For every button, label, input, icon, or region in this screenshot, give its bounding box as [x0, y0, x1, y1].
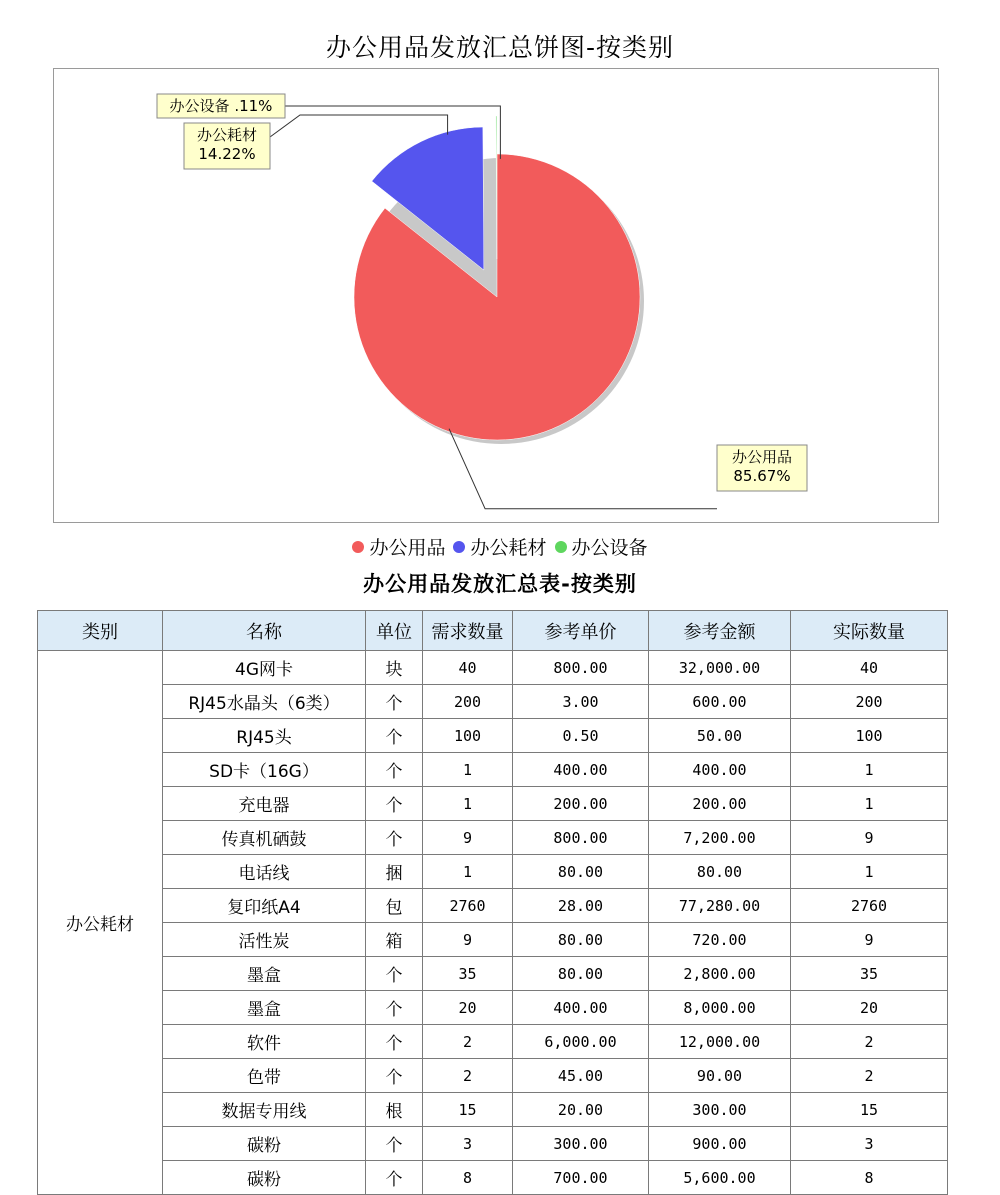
cell-unit-price: 28.00 — [513, 889, 649, 923]
pie-chart — [54, 69, 940, 524]
cell-actual-qty: 9 — [791, 821, 948, 855]
cell-actual-qty: 40 — [791, 651, 948, 685]
cell-unit-price: 300.00 — [513, 1127, 649, 1161]
cell-unit-price: 6,000.00 — [513, 1025, 649, 1059]
cell-unit-price: 800.00 — [513, 821, 649, 855]
cell-unit: 箱 — [366, 923, 423, 957]
cell-actual-qty: 2 — [791, 1059, 948, 1093]
table-row — [38, 1059, 948, 1093]
cell-unit-price: 80.00 — [513, 923, 649, 957]
header-category: 类别 — [38, 611, 163, 651]
cell-name: 4G网卡 — [163, 651, 366, 685]
cell-demand-qty: 2 — [423, 1059, 513, 1093]
header-unit-price: 参考单价 — [513, 611, 649, 651]
cell-name: RJ45水晶头（6类） — [163, 685, 366, 719]
table-row — [38, 719, 948, 753]
table-row — [38, 923, 948, 957]
callout-line — [270, 115, 448, 137]
table-row — [38, 753, 948, 787]
cell-unit: 个 — [366, 753, 423, 787]
cell-name: 数据专用线 — [163, 1093, 366, 1127]
summary-table — [37, 610, 948, 1195]
cell-name: 复印纸A4 — [163, 889, 366, 923]
table-row — [38, 1127, 948, 1161]
cell-amount: 32,000.00 — [649, 651, 791, 685]
cell-unit: 个 — [366, 1127, 423, 1161]
cell-actual-qty: 1 — [791, 855, 948, 889]
chart-title: 办公用品发放汇总饼图-按类别 — [325, 33, 675, 62]
cell-demand-qty: 15 — [423, 1093, 513, 1127]
cell-amount: 90.00 — [649, 1059, 791, 1093]
table-row — [38, 821, 948, 855]
cell-unit-price: 800.00 — [513, 651, 649, 685]
legend-item — [453, 533, 546, 560]
cell-demand-qty: 200 — [423, 685, 513, 719]
legend-label: 办公用品 — [369, 537, 446, 559]
data-label: 办公耗材 — [196, 126, 258, 144]
cell-demand-qty: 1 — [423, 855, 513, 889]
cell-name: 软件 — [163, 1025, 366, 1059]
cell-unit: 个 — [366, 1025, 423, 1059]
cell-actual-qty: 200 — [791, 685, 948, 719]
chart-legend — [0, 533, 1000, 560]
cell-actual-qty: 15 — [791, 1093, 948, 1127]
cell-actual-qty: 1 — [791, 787, 948, 821]
table-row — [38, 1093, 948, 1127]
cell-unit-price: 20.00 — [513, 1093, 649, 1127]
cell-amount: 2,800.00 — [649, 957, 791, 991]
cell-demand-qty: 3 — [423, 1127, 513, 1161]
cell-actual-qty: 8 — [791, 1161, 948, 1195]
table-title: 办公用品发放汇总表-按类别 — [363, 572, 637, 596]
legend-item — [352, 533, 445, 560]
cell-name: SD卡（16G） — [163, 753, 366, 787]
table-row — [38, 651, 948, 685]
cell-category: 办公耗材 — [38, 651, 163, 1195]
cell-demand-qty: 9 — [423, 923, 513, 957]
cell-unit: 捆 — [366, 855, 423, 889]
cell-amount: 400.00 — [649, 753, 791, 787]
cell-unit: 个 — [366, 1059, 423, 1093]
cell-amount: 7,200.00 — [649, 821, 791, 855]
legend-item — [555, 533, 648, 560]
table-row — [38, 1025, 948, 1059]
data-label: 14.22% — [198, 145, 256, 163]
table-row — [38, 685, 948, 719]
legend-label: 办公耗材 — [470, 537, 547, 559]
cell-demand-qty: 40 — [423, 651, 513, 685]
data-label: 办公设备 .11% — [169, 97, 273, 115]
cell-demand-qty: 1 — [423, 753, 513, 787]
cell-actual-qty: 100 — [791, 719, 948, 753]
cell-unit: 个 — [366, 685, 423, 719]
cell-unit: 个 — [366, 991, 423, 1025]
cell-demand-qty: 2760 — [423, 889, 513, 923]
cell-amount: 600.00 — [649, 685, 791, 719]
cell-amount: 900.00 — [649, 1127, 791, 1161]
table-row — [38, 889, 948, 923]
cell-demand-qty: 1 — [423, 787, 513, 821]
cell-unit-price: 3.00 — [513, 685, 649, 719]
cell-demand-qty: 9 — [423, 821, 513, 855]
cell-amount: 12,000.00 — [649, 1025, 791, 1059]
cell-name: 传真机硒鼓 — [163, 821, 366, 855]
cell-amount: 50.00 — [649, 719, 791, 753]
cell-amount: 720.00 — [649, 923, 791, 957]
cell-unit-price: 80.00 — [513, 957, 649, 991]
cell-amount: 77,280.00 — [649, 889, 791, 923]
table-row — [38, 1161, 948, 1195]
cell-unit: 个 — [366, 957, 423, 991]
cell-unit-price: 400.00 — [513, 991, 649, 1025]
header-amount: 参考金额 — [649, 611, 791, 651]
cell-name: 色带 — [163, 1059, 366, 1093]
cell-amount: 5,600.00 — [649, 1161, 791, 1195]
cell-amount: 80.00 — [649, 855, 791, 889]
legend-marker-icon — [555, 541, 567, 553]
cell-unit: 个 — [366, 1161, 423, 1195]
cell-unit-price: 45.00 — [513, 1059, 649, 1093]
table-row — [38, 957, 948, 991]
cell-demand-qty: 20 — [423, 991, 513, 1025]
cell-actual-qty: 9 — [791, 923, 948, 957]
cell-amount: 200.00 — [649, 787, 791, 821]
cell-unit-price: 400.00 — [513, 753, 649, 787]
table-row — [38, 855, 948, 889]
header-demand-qty: 需求数量 — [423, 611, 513, 651]
legend-marker-icon — [453, 541, 465, 553]
legend-marker-icon — [352, 541, 364, 553]
table-row — [38, 787, 948, 821]
cell-unit: 个 — [366, 821, 423, 855]
legend-label: 办公设备 — [571, 537, 648, 559]
cell-name: RJ45头 — [163, 719, 366, 753]
header-actual-qty: 实际数量 — [791, 611, 948, 651]
header-name: 名称 — [163, 611, 366, 651]
cell-actual-qty: 20 — [791, 991, 948, 1025]
table-header-row — [38, 611, 948, 651]
cell-actual-qty: 2 — [791, 1025, 948, 1059]
cell-name: 电话线 — [163, 855, 366, 889]
cell-demand-qty: 35 — [423, 957, 513, 991]
cell-name: 墨盒 — [163, 991, 366, 1025]
cell-unit: 根 — [366, 1093, 423, 1127]
cell-demand-qty: 100 — [423, 719, 513, 753]
header-unit: 单位 — [366, 611, 423, 651]
cell-name: 墨盒 — [163, 957, 366, 991]
cell-amount: 300.00 — [649, 1093, 791, 1127]
data-label: 办公用品 — [731, 448, 793, 466]
cell-demand-qty: 8 — [423, 1161, 513, 1195]
cell-name: 碳粉 — [163, 1127, 366, 1161]
cell-unit: 包 — [366, 889, 423, 923]
cell-demand-qty: 2 — [423, 1025, 513, 1059]
cell-unit: 个 — [366, 787, 423, 821]
cell-unit-price: 80.00 — [513, 855, 649, 889]
cell-name: 碳粉 — [163, 1161, 366, 1195]
cell-name: 活性炭 — [163, 923, 366, 957]
chart-area — [53, 68, 939, 523]
cell-actual-qty: 1 — [791, 753, 948, 787]
cell-actual-qty: 3 — [791, 1127, 948, 1161]
cell-actual-qty: 2760 — [791, 889, 948, 923]
cell-unit: 个 — [366, 719, 423, 753]
table-row — [38, 991, 948, 1025]
cell-unit-price: 0.50 — [513, 719, 649, 753]
cell-unit-price: 700.00 — [513, 1161, 649, 1195]
data-label: 85.67% — [733, 467, 791, 485]
cell-unit: 块 — [366, 651, 423, 685]
cell-actual-qty: 35 — [791, 957, 948, 991]
cell-amount: 8,000.00 — [649, 991, 791, 1025]
cell-name: 充电器 — [163, 787, 366, 821]
cell-unit-price: 200.00 — [513, 787, 649, 821]
